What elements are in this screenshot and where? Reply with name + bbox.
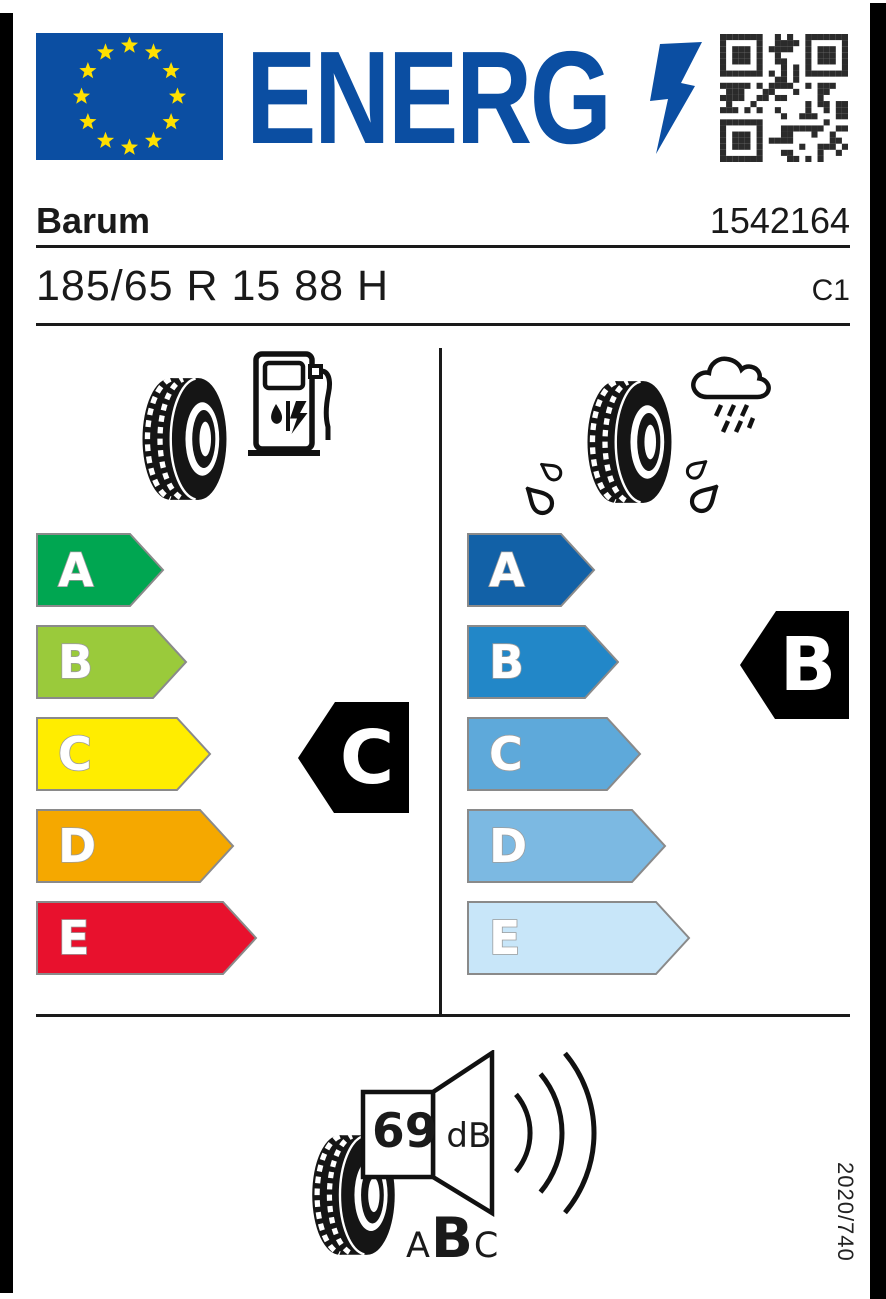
label-border-right xyxy=(870,3,886,1299)
energy-logo-text: ENERG xyxy=(246,24,610,171)
fuel-class-d xyxy=(36,809,235,883)
fuel-class-e xyxy=(36,901,258,975)
fuel-class-a-label: A xyxy=(58,543,94,597)
fuel-class-c xyxy=(36,717,212,791)
divider-rule-top xyxy=(36,245,850,248)
tyre-size: 185/65 R 15 88 H xyxy=(36,262,390,310)
sound-waves-icon xyxy=(505,1048,605,1218)
wet-class-a xyxy=(467,533,596,607)
fuel-class-b-label: B xyxy=(58,635,94,689)
wet-class-b-label: B xyxy=(489,635,525,689)
eu-flag-icon xyxy=(36,33,223,160)
wet-tyre-icon xyxy=(573,372,685,512)
noise-db-value: 69 xyxy=(372,1104,438,1159)
wet-class-b xyxy=(467,625,619,699)
fuel-rating-value: C xyxy=(339,714,395,801)
energy-logo xyxy=(246,24,700,171)
divider-rule-bottom xyxy=(36,1014,850,1017)
wet-class-d-label: D xyxy=(489,819,528,873)
energy-bolt-icon xyxy=(648,42,704,156)
wet-class-c xyxy=(467,717,642,791)
rain-cloud-icon xyxy=(683,350,783,445)
article-number: 1542164 xyxy=(709,200,850,241)
wet-rating-value: B xyxy=(779,622,837,708)
fuel-class-e-label: E xyxy=(58,911,90,965)
wet-rating-arrow xyxy=(740,610,850,720)
wet-class-c-label: C xyxy=(489,727,523,781)
noise-class-c: C xyxy=(473,1226,499,1266)
noise-class-letters xyxy=(406,1206,498,1270)
water-splash-icon xyxy=(682,475,729,522)
fuel-rating-arrow xyxy=(298,701,410,814)
divider-rule-middle xyxy=(36,323,850,326)
qr-code xyxy=(720,34,848,162)
fuel-class-a xyxy=(36,533,165,607)
fuel-class-d-label: D xyxy=(58,819,97,873)
noise-db-unit: dB xyxy=(446,1116,492,1156)
wet-class-e xyxy=(467,901,691,975)
noise-class-a: A xyxy=(406,1226,430,1266)
tyre-class: C1 xyxy=(811,274,850,307)
brand-name: Barum xyxy=(36,200,151,241)
wet-class-a-label: A xyxy=(489,543,525,597)
noise-value-group xyxy=(372,1104,491,1159)
fuel-class-b xyxy=(36,625,188,699)
fuel-class-c-label: C xyxy=(58,727,92,781)
fuel-pump-icon xyxy=(246,350,334,458)
noise-class-b-rating: B xyxy=(430,1206,473,1270)
wet-class-d xyxy=(467,809,667,883)
wet-class-e-label: E xyxy=(489,911,521,965)
column-divider xyxy=(439,348,442,1014)
label-border-left xyxy=(0,13,13,1293)
regulation-number: 2020/740 xyxy=(833,1162,858,1262)
fuel-tyre-icon xyxy=(128,372,240,506)
